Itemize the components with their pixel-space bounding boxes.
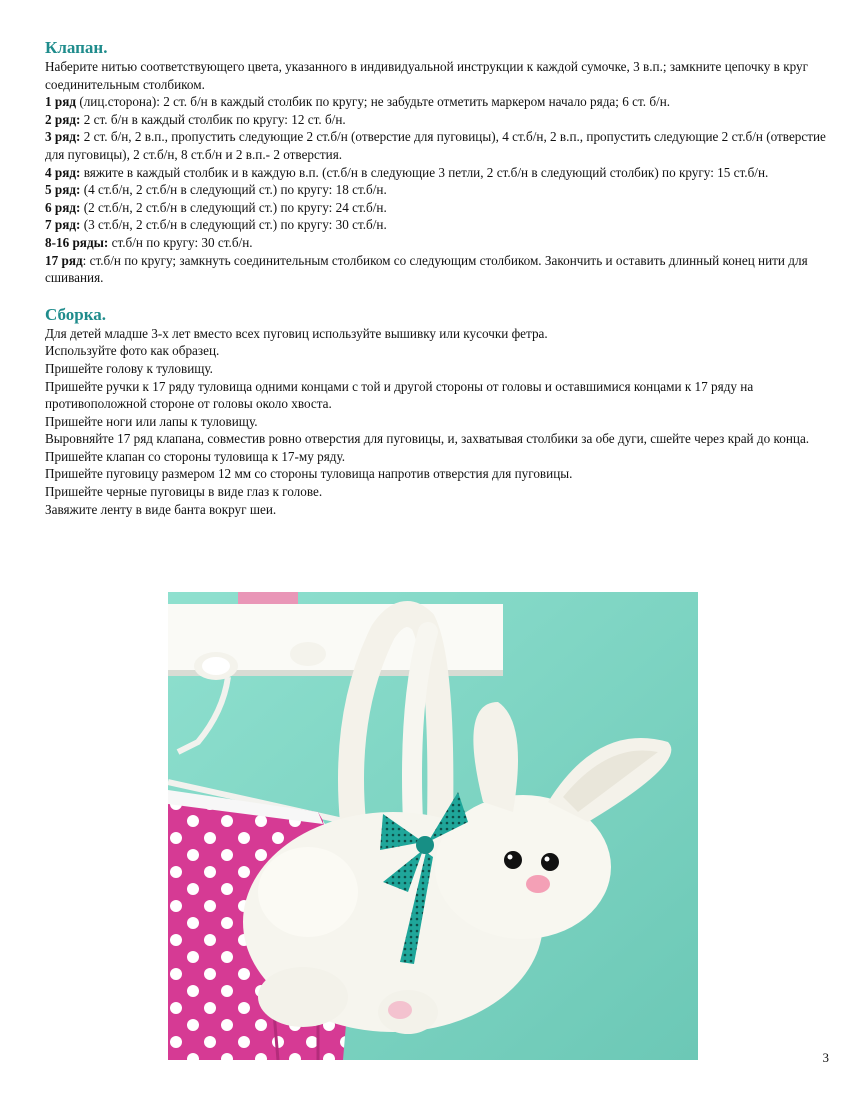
assembly-line: Пришейте голову к туловищу. [45, 360, 213, 376]
row-17: 17 ряд: ст.б/н по кругу; замкнуть соединительным столбиком со следующим столбиком. Закончить и оставить длинный конец нити для сшивания. [45, 252, 808, 286]
row-4: 4 ряд: вяжите в каждый столбик и в каждую в.п. (ст.б/н в следующие 3 петли, 2 ст.б/н в следующий столбик) по кругу: 15 ст.б/н. [45, 164, 769, 180]
assembly-line: Пришейте черные пуговицы в виде глаз к голове. [45, 484, 323, 500]
section-title-assembly: Сборка. [45, 304, 107, 324]
document-page [45, 38, 830, 518]
assembly-line: Завяжите ленту в виде банта вокруг шеи. [45, 501, 277, 517]
bunny-bag-photo [168, 592, 698, 1060]
assembly-line: Для детей младше 3-х лет вместо всех пуговиц используйте вышивку или кусочки фетра. [45, 325, 548, 341]
assembly-line: Пришейте ноги или лапы к туловищу. [45, 413, 258, 429]
section-title-flap: Клапан. [45, 38, 108, 57]
row-6: 6 ряд: (2 ст.б/н, 2 ст.б/н в следующий ст.) по кругу: 24 ст.б/н. [45, 199, 387, 215]
row-2: 2 ряд: 2 ст. б/н в каждый столбик по кругу: 12 ст. б/н. [45, 111, 346, 127]
flap-intro: Наберите нитью соответствующего цвета, указанного в индивидуальной инструкции к каждой сумочке, 3 в.п.; замкните цепочку в круг соединительным столбиком. [45, 59, 809, 92]
rows-8-16: 8-16 ряды: ст.б/н по кругу: 30 ст.б/н. [45, 234, 253, 250]
row-3: 3 ряд: 2 ст. б/н, 2 в.п., пропустить следующие 2 ст.б/н (отверстие для пуговицы), 4 ст.б/н, 2 в.п., пропустить следующие 2 ст.б/н (отверстие для пуговицы), 2 ст.б/н, 8 ст.б/н и 2 в.п.- 2 отверстия. [45, 129, 826, 162]
row-5: 5 ряд: (4 ст.б/н, 2 ст.б/н в следующий ст.) по кругу: 18 ст.б/н. [45, 182, 387, 198]
row-1: 1 ряд (лиц.сторона): 2 ст. б/н в каждый столбик по кругу; не забудьте отметить маркером начало ряда; 6 ст. б/н. [45, 94, 671, 110]
assembly-line: Пришейте клапан со стороны туловища к 17-му ряду. [45, 448, 346, 464]
assembly-line: Пришейте ручки к 17 ряду туловища одними концами с той и другой стороны от головы и оставшимися концами к 17 ряду на противоположной стороне от головы около хвоста. [45, 378, 754, 412]
row-7: 7 ряд: (3 ст.б/н, 2 ст.б/н в следующий ст.) по кругу: 30 ст.б/н. [45, 217, 387, 233]
assembly-line: Пришейте пуговицу размером 12 мм со стороны туловища напротив отверстия для пуговицы. [45, 466, 573, 482]
bunny-bag-illustration [168, 592, 698, 1060]
page-number: 3 [822, 1050, 829, 1065]
assembly-line: Выровняйте 17 ряд клапана, совместив ровно отверстия для пуговицы, и, захватывая столбики за обе дуги, сшейте через край до конца. [45, 431, 810, 447]
assembly-line: Используйте фото как образец. [45, 343, 220, 359]
